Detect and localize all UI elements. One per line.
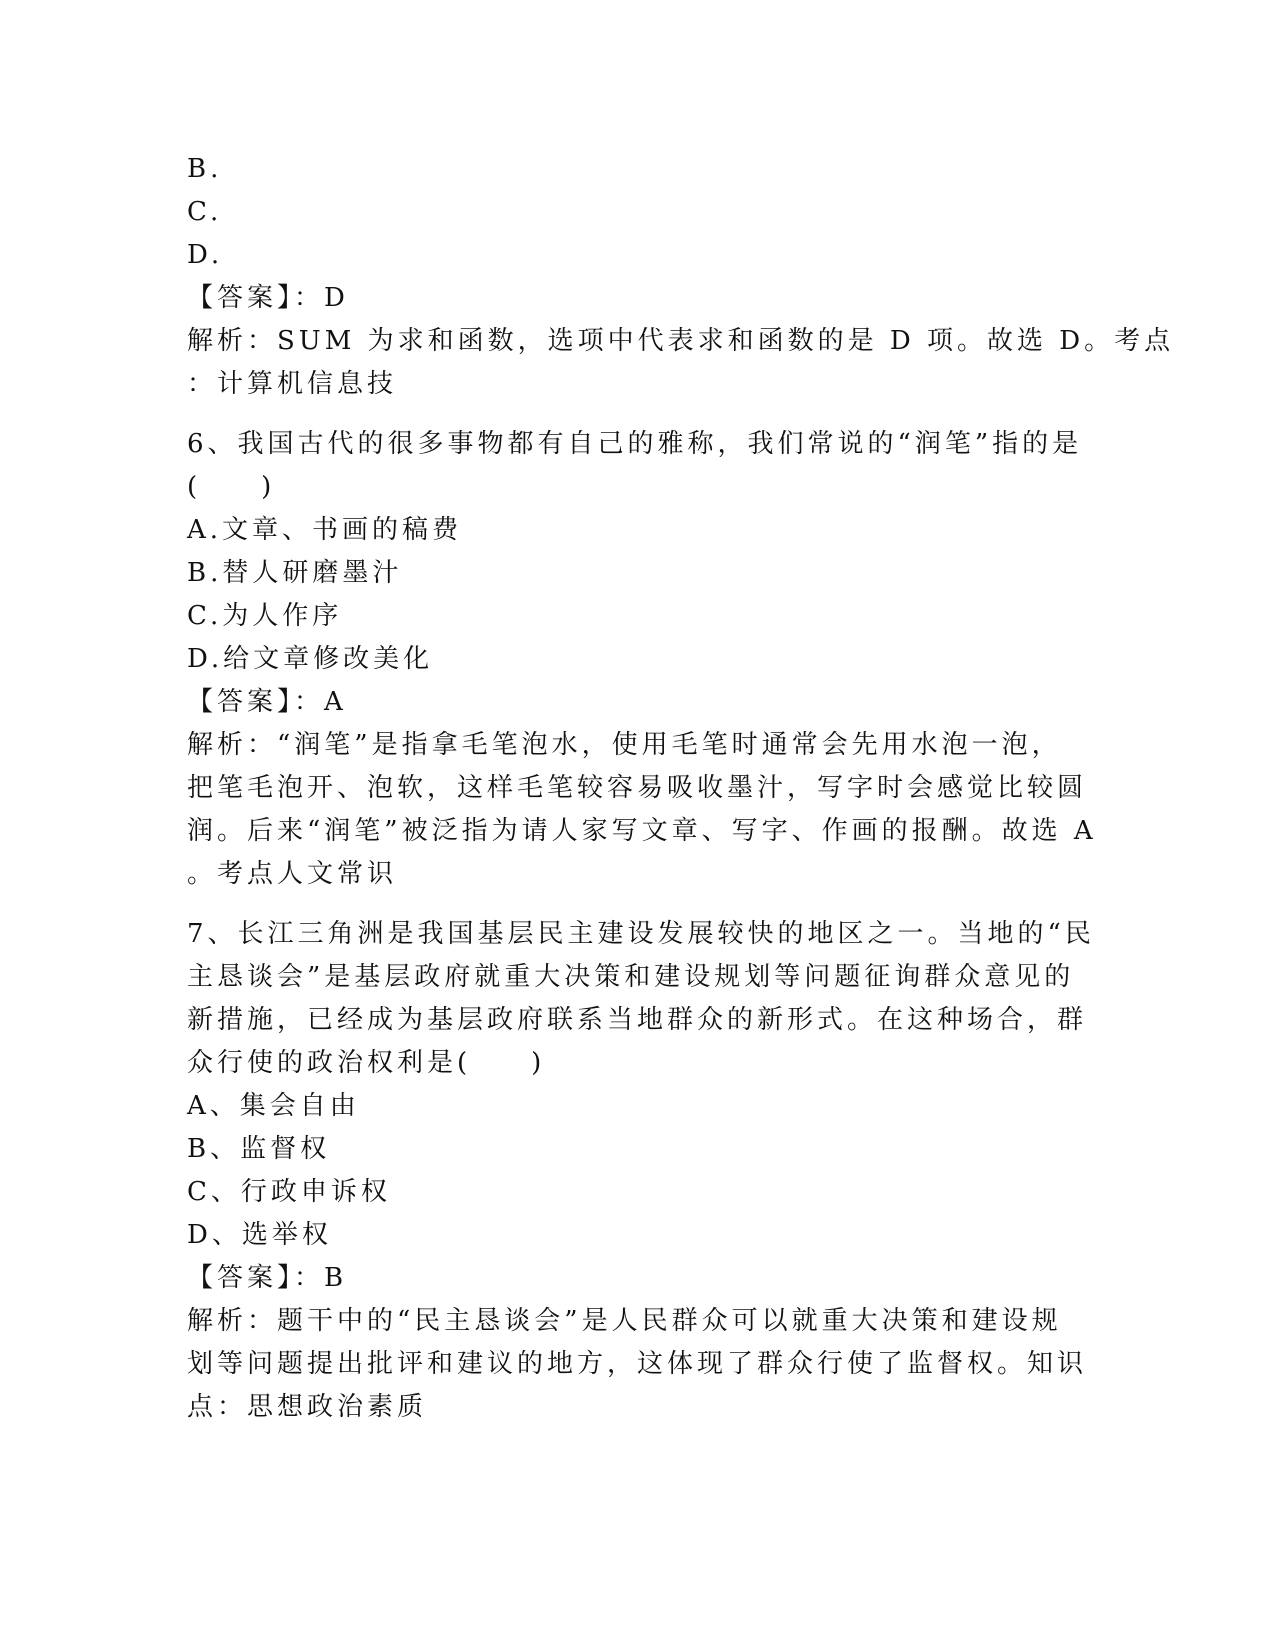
question-stem: 主恳谈会”是基层政府就重大决策和建设规划等问题征询群众意见的 [187,962,1075,992]
question-stem: 7、长江三角洲是我国基层民主建设发展较快的地区之一。当地的“民 [187,919,1095,949]
question-7 [187,913,1095,1429]
document-page [187,148,1175,1429]
option-c: C. [187,197,223,227]
analysis-line: 划等问题提出批评和建议的地方，这体现了群众行使了监督权。知识 [187,1349,1088,1379]
analysis-line: 。考点人文常识 [187,859,398,889]
analysis-line: 解析：题干中的“民主恳谈会”是人民群众可以就重大决策和建设规 [187,1306,1062,1336]
analysis-line: 解析：“润笔”是指拿毛笔泡水，使用毛笔时通常会先用水泡一泡， [187,730,1062,760]
answer-line: 【答案】：D [187,283,349,313]
analysis-line: 把笔毛泡开、泡软，这样毛笔较容易吸收墨汁，写字时会感觉比较圆 [187,773,1088,803]
analysis-line: 润。后来“润笔”被泛指为请人家写文章、写字、作画的报酬。故选 A [187,816,1097,846]
question-stem: 6、我国古代的很多事物都有自己的雅称，我们常说的“润笔”指的是 [187,429,1083,459]
question-stem: ( ) [187,472,276,502]
spacer [187,896,1087,913]
option-d: D.给文章修改美化 [187,644,434,674]
analysis-line: 解析：SUM 为求和函数，选项中代表求和函数的是 D 项。故选 D。考点 [187,326,1175,356]
option-c: C、行政申诉权 [187,1177,391,1207]
question-stem: 新措施，已经成为基层政府联系当地群众的新形式。在这种场合，群 [187,1005,1088,1035]
analysis-line: ：计算机信息技 [187,369,398,399]
option-a: A、集会自由 [187,1091,360,1121]
option-a: A.文章、书画的稿费 [187,515,463,545]
question-5 [187,148,1175,406]
option-b: B.替人研磨墨汁 [187,558,403,588]
option-d: D. [187,240,224,270]
option-c: C.为人作序 [187,601,343,631]
analysis-line: 点：思想政治素质 [187,1392,428,1422]
question-6 [187,423,1097,896]
question-stem: 众行使的政治权利是( ) [187,1048,546,1078]
option-d: D、选举权 [187,1220,332,1250]
answer-line: 【答案】：A [187,687,347,717]
answer-line: 【答案】：B [187,1263,348,1293]
option-b: B. [187,154,223,184]
spacer [187,406,1087,423]
option-b: B、监督权 [187,1134,331,1164]
